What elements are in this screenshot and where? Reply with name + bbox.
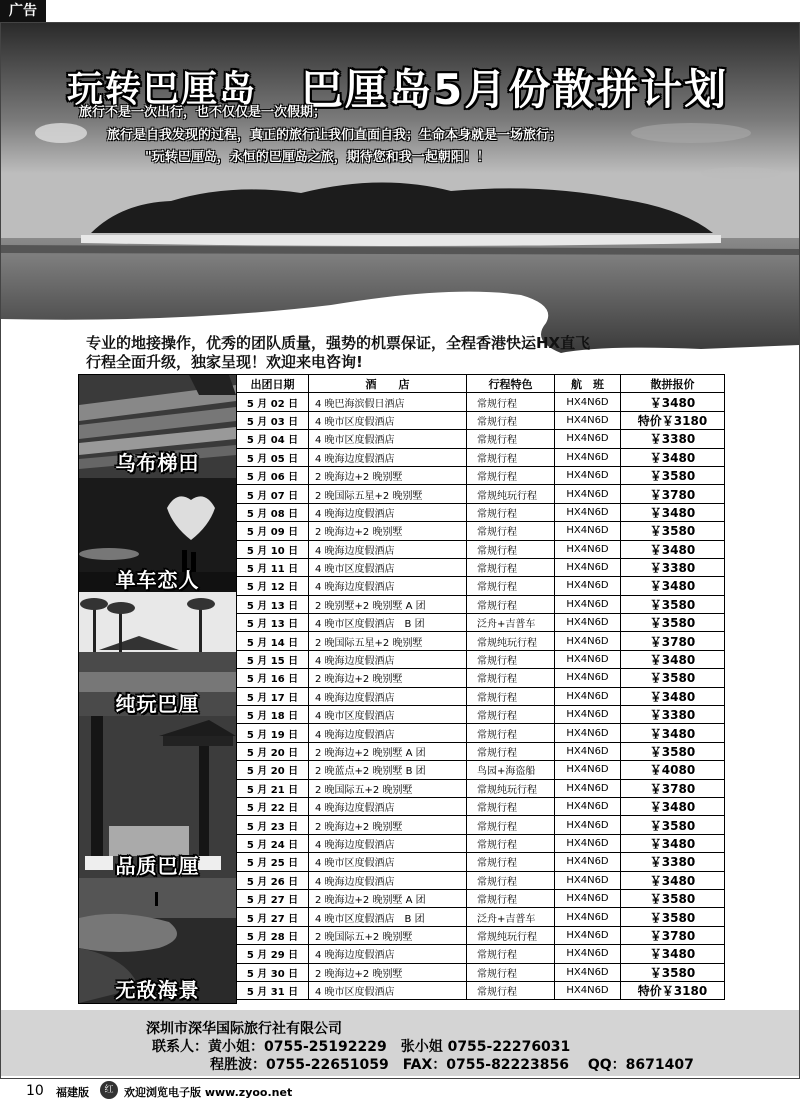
- cell-flight: HX4N6D: [555, 614, 621, 632]
- cell-hotel: 4 晚海边度假酒店: [309, 687, 467, 705]
- page-number: 10: [26, 1083, 44, 1099]
- cell-flight: HX4N6D: [555, 558, 621, 576]
- table-row: [237, 706, 725, 724]
- site-text: 欢迎浏览电子版 www.zyoo.net: [124, 1086, 293, 1099]
- cell-flight: HX4N6D: [555, 816, 621, 834]
- company-name: 深圳市深华国际旅行社有限公司: [146, 1021, 342, 1037]
- cell-flight: HX4N6D: [555, 393, 621, 411]
- cell-price: ￥3480: [621, 503, 725, 521]
- cell-date: 5 月 03 日: [237, 411, 309, 429]
- cell-price: ￥3580: [621, 816, 725, 834]
- table-row: [237, 522, 725, 540]
- cell-flight: HX4N6D: [555, 522, 621, 540]
- cell-feature: 常规行程: [467, 816, 555, 834]
- cell-price: ￥3480: [621, 650, 725, 668]
- table-row: [237, 761, 725, 779]
- cell-date: 5 月 13 日: [237, 614, 309, 632]
- cell-feature: 常规行程: [467, 797, 555, 815]
- cell-price: ￥3780: [621, 926, 725, 944]
- table-row: [237, 889, 725, 907]
- cell-price: ￥3480: [621, 945, 725, 963]
- edition-label: 福建版: [56, 1086, 89, 1099]
- page-footer: [0, 1080, 800, 1100]
- table-row: [237, 632, 725, 650]
- ad-tag: 广告: [0, 0, 46, 22]
- cell-flight: HX4N6D: [555, 724, 621, 742]
- cell-hotel: 2 晚海边+2 晚别墅: [309, 816, 467, 834]
- schedule-body: [237, 393, 725, 1000]
- cell-flight: HX4N6D: [555, 430, 621, 448]
- cell-hotel: 4 晚市区度假酒店 B 团: [309, 908, 467, 926]
- cell-hotel: 2 晚海边+2 晚别墅: [309, 522, 467, 540]
- intro-text: [86, 334, 646, 372]
- table-row: [237, 650, 725, 668]
- cell-hotel: 2 晚别墅+2 晚别墅 A 团: [309, 595, 467, 613]
- title-left: 玩转巴厘岛: [67, 69, 258, 110]
- cell-feature: 常规行程: [467, 742, 555, 760]
- table-row: [237, 724, 725, 742]
- table-row: [237, 945, 725, 963]
- cell-hotel: 2 晚国际五+2 晚别墅: [309, 779, 467, 797]
- cell-date: 5 月 27 日: [237, 889, 309, 907]
- cell-feature: 鸟园+海盗船: [467, 761, 555, 779]
- hero-banner: [1, 23, 799, 353]
- cell-hotel: 4 晚市区度假酒店: [309, 706, 467, 724]
- table-row: [237, 558, 725, 576]
- cell-feature: 常规行程: [467, 981, 555, 999]
- cell-feature: 常规行程: [467, 650, 555, 668]
- cell-feature: 常规行程: [467, 595, 555, 613]
- tagline-1: 旅行不是一次出行，也不仅仅是一次假期；: [79, 105, 327, 120]
- cell-hotel: 4 晚海边度假酒店: [309, 797, 467, 815]
- cell-feature: 常规纯玩行程: [467, 485, 555, 503]
- cell-flight: HX4N6D: [555, 779, 621, 797]
- cell-price: ￥3480: [621, 724, 725, 742]
- cell-price: ￥3480: [621, 540, 725, 558]
- cell-flight: HX4N6D: [555, 595, 621, 613]
- header-price: 散拼报价: [621, 375, 725, 393]
- cell-price: ￥3480: [621, 687, 725, 705]
- cell-date: 5 月 28 日: [237, 926, 309, 944]
- cell-price: ￥3480: [621, 448, 725, 466]
- table-row: [237, 687, 725, 705]
- cell-flight: HX4N6D: [555, 485, 621, 503]
- cell-date: 5 月 07 日: [237, 485, 309, 503]
- cell-date: 5 月 21 日: [237, 779, 309, 797]
- cell-feature: 常规行程: [467, 448, 555, 466]
- cell-date: 5 月 06 日: [237, 466, 309, 484]
- panel-label-terraces: 乌布梯田: [115, 451, 200, 475]
- table-row: [237, 963, 725, 981]
- cell-date: 5 月 26 日: [237, 871, 309, 889]
- cell-flight: HX4N6D: [555, 853, 621, 871]
- cell-hotel: 2 晚国际五星+2 晚别墅: [309, 485, 467, 503]
- cell-feature: 常规行程: [467, 540, 555, 558]
- cell-date: 5 月 13 日: [237, 595, 309, 613]
- cell-price: ￥3780: [621, 485, 725, 503]
- photo-panel-resort: [79, 592, 236, 716]
- cell-feature: 常规行程: [467, 411, 555, 429]
- table-row: [237, 466, 725, 484]
- cell-date: 5 月 08 日: [237, 503, 309, 521]
- cell-hotel: 4 晚海边度假酒店: [309, 540, 467, 558]
- cell-hotel: 4 晚海边度假酒店: [309, 871, 467, 889]
- cell-feature: 常规行程: [467, 393, 555, 411]
- schedule-table: [236, 374, 725, 1000]
- cell-feature: 常规行程: [467, 558, 555, 576]
- cell-hotel: 4 晚海边度假酒店: [309, 724, 467, 742]
- cell-flight: HX4N6D: [555, 687, 621, 705]
- cell-hotel: 2 晚海边+2 晚别墅 A 团: [309, 889, 467, 907]
- panel-label-couple: 单车恋人: [115, 568, 200, 592]
- cell-price: ￥3380: [621, 706, 725, 724]
- cell-feature: 泛舟+吉普车: [467, 908, 555, 926]
- cell-price: ￥3480: [621, 393, 725, 411]
- table-row: [237, 595, 725, 613]
- cell-hotel: 4 晚市区度假酒店: [309, 558, 467, 576]
- table-header-row: [237, 375, 725, 393]
- table-row: [237, 448, 725, 466]
- table-row: [237, 614, 725, 632]
- cell-flight: HX4N6D: [555, 540, 621, 558]
- cell-feature: 常规行程: [467, 963, 555, 981]
- cell-date: 5 月 19 日: [237, 724, 309, 742]
- cell-price: ￥3780: [621, 632, 725, 650]
- table-row: [237, 669, 725, 687]
- cell-hotel: 4 晚巴海滨假日酒店: [309, 393, 467, 411]
- cell-flight: HX4N6D: [555, 706, 621, 724]
- tagline-3: "玩转巴厘岛，永恒的巴厘岛之旅，期待您和我一起朝阳！！: [145, 150, 490, 165]
- cell-price: ￥3380: [621, 430, 725, 448]
- photo-column: [78, 374, 237, 1004]
- cell-price: 特价￥3180: [621, 411, 725, 429]
- cell-feature: 常规行程: [467, 871, 555, 889]
- cell-feature: 泛舟+吉普车: [467, 614, 555, 632]
- cell-feature: 常规行程: [467, 834, 555, 852]
- table-row: [237, 577, 725, 595]
- cell-price: ￥3480: [621, 871, 725, 889]
- cell-price: ￥3780: [621, 779, 725, 797]
- cell-hotel: 2 晚海边+2 晚别墅: [309, 466, 467, 484]
- cell-hotel: 4 晚市区度假酒店: [309, 411, 467, 429]
- cell-flight: HX4N6D: [555, 945, 621, 963]
- cell-flight: HX4N6D: [555, 871, 621, 889]
- cell-feature: 常规行程: [467, 503, 555, 521]
- cell-hotel: 4 晚海边度假酒店: [309, 577, 467, 595]
- cell-flight: HX4N6D: [555, 742, 621, 760]
- cell-price: ￥3580: [621, 908, 725, 926]
- cell-date: 5 月 04 日: [237, 430, 309, 448]
- intro-line-1: 专业的地接操作，优秀的团队质量，强势的机票保证，全程香港快运HX直飞: [86, 334, 591, 352]
- table-row: [237, 797, 725, 815]
- cell-flight: HX4N6D: [555, 503, 621, 521]
- cell-feature: 常规行程: [467, 466, 555, 484]
- cell-flight: HX4N6D: [555, 577, 621, 595]
- cell-flight: HX4N6D: [555, 797, 621, 815]
- cell-hotel: 4 晚海边度假酒店: [309, 945, 467, 963]
- header-date: 出团日期: [237, 375, 309, 393]
- cell-feature: 常规纯玩行程: [467, 632, 555, 650]
- contact-line-1: 联系人：黄小姐：0755-25192229 张小姐 0755-22276031: [152, 1039, 571, 1055]
- cell-date: 5 月 20 日: [237, 761, 309, 779]
- cell-price: ￥3480: [621, 834, 725, 852]
- cell-date: 5 月 14 日: [237, 632, 309, 650]
- cell-price: ￥3580: [621, 742, 725, 760]
- cell-hotel: 4 晚市区度假酒店: [309, 853, 467, 871]
- cell-date: 5 月 09 日: [237, 522, 309, 540]
- title-right: 巴厘岛5月份散拼计划: [301, 65, 729, 114]
- intro-line-2: 行程全面升级，独家呈现！欢迎来电咨询!: [86, 353, 363, 371]
- cell-date: 5 月 16 日: [237, 669, 309, 687]
- cell-flight: HX4N6D: [555, 466, 621, 484]
- cell-price: ￥3480: [621, 577, 725, 595]
- table-row: [237, 742, 725, 760]
- cell-date: 5 月 05 日: [237, 448, 309, 466]
- cell-date: 5 月 10 日: [237, 540, 309, 558]
- cell-hotel: 4 晚市区度假酒店: [309, 430, 467, 448]
- cell-feature: 常规行程: [467, 889, 555, 907]
- cell-hotel: 4 晚海边度假酒店: [309, 834, 467, 852]
- panel-label-seaview: 无敌海景: [115, 978, 200, 1002]
- cell-date: 5 月 12 日: [237, 577, 309, 595]
- tagline-2: 旅行是自我发现的过程，真正的旅行让我们直面自我；生命本身就是一场旅行；: [107, 128, 563, 143]
- cell-hotel: 2 晚国际五星+2 晚别墅: [309, 632, 467, 650]
- publisher-logo-icon: 红: [100, 1081, 118, 1099]
- cell-hotel: 4 晚海边度假酒店: [309, 503, 467, 521]
- table-row: [237, 981, 725, 999]
- table-row: [237, 908, 725, 926]
- contact-line-2: 程胜波：0755-22651059 FAX：0755-82223856 QQ：8671407: [210, 1057, 694, 1073]
- table-row: [237, 540, 725, 558]
- table-row: [237, 393, 725, 411]
- cell-price: ￥3580: [621, 595, 725, 613]
- cell-feature: 常规行程: [467, 430, 555, 448]
- cell-price: ￥3580: [621, 522, 725, 540]
- cell-price: ￥3580: [621, 963, 725, 981]
- cell-date: 5 月 17 日: [237, 687, 309, 705]
- cell-feature: 常规行程: [467, 724, 555, 742]
- cell-date: 5 月 22 日: [237, 797, 309, 815]
- cell-feature: 常规行程: [467, 522, 555, 540]
- cell-price: ￥3580: [621, 889, 725, 907]
- cell-hotel: 2 晚国际五+2 晚别墅: [309, 926, 467, 944]
- cell-price: 特价￥3180: [621, 981, 725, 999]
- table-row: [237, 430, 725, 448]
- cell-hotel: 2 晚海边+2 晚别墅: [309, 669, 467, 687]
- cell-price: ￥3580: [621, 466, 725, 484]
- cell-price: ￥3380: [621, 853, 725, 871]
- cell-feature: 常规行程: [467, 577, 555, 595]
- table-row: [237, 834, 725, 852]
- cell-feature: 常规行程: [467, 687, 555, 705]
- panel-label-resort: 纯玩巴厘: [115, 692, 200, 716]
- cell-feature: 常规行程: [467, 669, 555, 687]
- cell-feature: 常规纯玩行程: [467, 779, 555, 797]
- cell-date: 5 月 23 日: [237, 816, 309, 834]
- cell-date: 5 月 02 日: [237, 393, 309, 411]
- table-row: [237, 485, 725, 503]
- cell-date: 5 月 24 日: [237, 834, 309, 852]
- cell-hotel: 2 晚海边+2 晚别墅 A 团: [309, 742, 467, 760]
- panel-label-quality: 品质巴厘: [115, 854, 200, 878]
- cell-date: 5 月 20 日: [237, 742, 309, 760]
- table-row: [237, 411, 725, 429]
- cell-date: 5 月 18 日: [237, 706, 309, 724]
- cell-price: ￥3580: [621, 669, 725, 687]
- cell-date: 5 月 25 日: [237, 853, 309, 871]
- cell-flight: HX4N6D: [555, 889, 621, 907]
- cell-price: ￥3380: [621, 558, 725, 576]
- photo-panel-quality: [79, 716, 236, 878]
- cell-price: ￥3580: [621, 614, 725, 632]
- cell-flight: HX4N6D: [555, 669, 621, 687]
- cell-hotel: 4 晚海边度假酒店: [309, 448, 467, 466]
- header-flight: 航 班: [555, 375, 621, 393]
- cell-price: ￥3480: [621, 797, 725, 815]
- table-row: [237, 871, 725, 889]
- cell-flight: HX4N6D: [555, 411, 621, 429]
- table-row: [237, 816, 725, 834]
- cell-flight: HX4N6D: [555, 963, 621, 981]
- cell-date: 5 月 31 日: [237, 981, 309, 999]
- cell-flight: HX4N6D: [555, 761, 621, 779]
- table-row: [237, 503, 725, 521]
- cell-feature: 常规行程: [467, 945, 555, 963]
- header-feature: 行程特色: [467, 375, 555, 393]
- cell-date: 5 月 27 日: [237, 908, 309, 926]
- photo-panel-couple: [79, 478, 236, 592]
- cell-price: ￥4080: [621, 761, 725, 779]
- cell-hotel: 2 晚蓝点+2 晚别墅 B 团: [309, 761, 467, 779]
- cell-hotel: 4 晚海边度假酒店: [309, 650, 467, 668]
- cell-flight: HX4N6D: [555, 926, 621, 944]
- table-row: [237, 926, 725, 944]
- cell-flight: HX4N6D: [555, 448, 621, 466]
- cell-date: 5 月 30 日: [237, 963, 309, 981]
- cell-hotel: 4 晚市区度假酒店 B 团: [309, 614, 467, 632]
- cell-feature: 常规纯玩行程: [467, 926, 555, 944]
- cell-flight: HX4N6D: [555, 632, 621, 650]
- cell-date: 5 月 15 日: [237, 650, 309, 668]
- cell-date: 5 月 29 日: [237, 945, 309, 963]
- table-row: [237, 853, 725, 871]
- cell-hotel: 2 晚海边+2 晚别墅: [309, 963, 467, 981]
- table-row: [237, 779, 725, 797]
- cell-flight: HX4N6D: [555, 981, 621, 999]
- cell-flight: HX4N6D: [555, 908, 621, 926]
- cell-flight: HX4N6D: [555, 834, 621, 852]
- photo-panel-terraces: [79, 375, 236, 478]
- cell-flight: HX4N6D: [555, 650, 621, 668]
- cell-feature: 常规行程: [467, 706, 555, 724]
- cell-hotel: 4 晚市区度假酒店: [309, 981, 467, 999]
- cell-date: 5 月 11 日: [237, 558, 309, 576]
- cell-feature: 常规行程: [467, 853, 555, 871]
- photo-panel-seaview: [79, 878, 236, 1003]
- header-hotel: 酒 店: [309, 375, 467, 393]
